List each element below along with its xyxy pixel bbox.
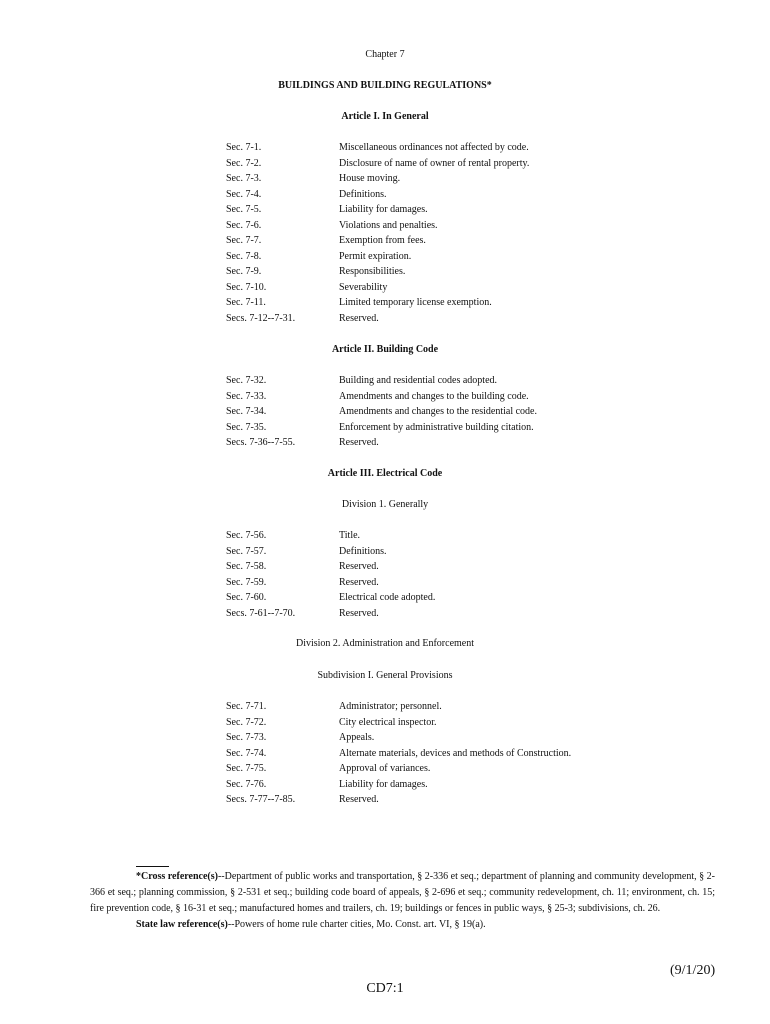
chapter-label: Chapter 7: [365, 49, 405, 60]
section-number: Sec. 7-73.: [226, 732, 267, 743]
toc-row: [226, 295, 529, 311]
division-2-heading: Division 2. Administration and Enforcement: [295, 638, 475, 649]
section-title: Severability: [339, 281, 388, 293]
section-number: Sec. 7-74.: [226, 747, 267, 759]
toc-row: [226, 233, 529, 249]
toc-row: [226, 559, 435, 575]
section-title: Electrical code adopted.: [339, 592, 436, 603]
footnote: [90, 869, 715, 933]
section-title: Amendments and changes to the building code.: [339, 390, 529, 402]
toc-row: [226, 404, 537, 420]
section-title: House moving.: [339, 173, 401, 184]
toc-row: [226, 202, 529, 218]
section-title: Responsibilities.: [339, 266, 406, 277]
toc-row: [226, 249, 529, 265]
section-number: Sec. 7-7.: [226, 235, 262, 246]
page-number: CD7:1: [366, 981, 404, 996]
section-number: Sec. 7-32.: [226, 375, 267, 386]
section-number: Sec. 7-5.: [226, 204, 262, 215]
section-number: Sec. 7-34.: [226, 406, 267, 417]
subdivision-1-heading: Subdivision I. General Provisions: [317, 670, 453, 681]
footnote-divider: [136, 866, 169, 867]
toc-row: [226, 140, 529, 156]
state-law-label: State law reference(s): [136, 919, 228, 930]
cross-reference-label: *Cross reference(s): [136, 871, 218, 882]
toc-row: [226, 715, 571, 731]
section-number: Sec. 7-1.: [226, 142, 262, 153]
section-title: Limited temporary license exemption.: [339, 297, 492, 308]
section-number: Sec. 7-6.: [226, 219, 262, 231]
section-title: Reserved.: [339, 794, 379, 805]
article-2-toc: [226, 373, 537, 451]
section-title: Reserved.: [339, 607, 379, 619]
toc-row: [226, 311, 529, 327]
toc-row: [226, 264, 529, 280]
toc-row: [226, 187, 529, 203]
section-title: Reserved.: [339, 561, 379, 572]
section-number: Sec. 7-2.: [226, 157, 262, 169]
toc-row: [226, 373, 537, 389]
section-number: Sec. 7-10.: [226, 281, 267, 293]
section-number: Sec. 7-56.: [226, 530, 267, 541]
supplement-date: (9/1/20): [670, 963, 716, 978]
section-number: Secs. 7-12--7-31.: [226, 312, 296, 324]
toc-row: [226, 171, 529, 187]
section-number: Sec. 7-60.: [226, 592, 267, 603]
article-1-toc: [226, 140, 529, 326]
section-title: Appeals.: [339, 732, 375, 743]
section-title: Liability for damages.: [339, 204, 428, 215]
state-law-text: --Powers of home rule charter cities, Mo. Const. art. VI, § 19(a).: [227, 919, 486, 930]
section-title: Permit expiration.: [339, 250, 412, 262]
cross-reference-note: [90, 869, 715, 917]
section-number: Sec. 7-59.: [226, 576, 267, 588]
toc-row: [226, 420, 537, 436]
toc-row: [226, 156, 529, 172]
section-title: City electrical inspector.: [339, 716, 437, 728]
section-number: Sec. 7-11.: [226, 297, 266, 308]
toc-row: [226, 544, 435, 560]
section-title: Violations and penalties.: [339, 219, 438, 231]
section-number: Sec. 7-4.: [226, 188, 262, 200]
toc-row: [226, 792, 571, 808]
subdivision-1-toc: [226, 699, 571, 808]
section-title: Exemption from fees.: [339, 235, 426, 246]
division-1-heading: Division 1. Generally: [341, 499, 429, 510]
section-number: Sec. 7-76.: [226, 778, 267, 790]
section-title: Enforcement by administrative building citation.: [339, 421, 534, 433]
section-title: Reserved.: [339, 437, 379, 448]
section-title: Miscellaneous ordinances not affected by code.: [339, 142, 529, 153]
section-number: Sec. 7-71.: [226, 701, 267, 712]
section-title: Disclosure of name of owner of rental property.: [339, 157, 530, 169]
section-number: Secs. 7-61--7-70.: [226, 607, 296, 619]
article-2-heading: Article II. Building Code: [331, 344, 439, 355]
toc-row: [226, 218, 529, 234]
section-title: Liability for damages.: [339, 778, 428, 790]
section-number: Sec. 7-57.: [226, 545, 267, 557]
section-title: Reserved.: [339, 576, 379, 588]
toc-row: [226, 389, 537, 405]
section-title: Title.: [339, 530, 361, 541]
section-number: Sec. 7-33.: [226, 390, 267, 402]
section-title: Definitions.: [339, 188, 387, 200]
section-number: Secs. 7-77--7-85.: [226, 794, 296, 805]
toc-row: [226, 777, 571, 793]
section-number: Sec. 7-9.: [226, 266, 262, 277]
section-title: Building and residential codes adopted.: [339, 375, 498, 386]
section-title: Alternate materials, devices and methods of Construction.: [339, 747, 572, 759]
section-number: Secs. 7-36--7-55.: [226, 437, 296, 448]
division-1-toc: [226, 528, 435, 621]
section-title: Reserved.: [339, 312, 379, 324]
toc-row: [226, 590, 435, 606]
toc-row: [226, 575, 435, 591]
toc-row: [226, 730, 571, 746]
toc-row: [226, 528, 435, 544]
article-3-heading: Article III. Electrical Code: [327, 468, 443, 479]
article-1-heading: Article I. In General: [341, 111, 429, 122]
toc-row: [226, 699, 571, 715]
section-number: Sec. 7-58.: [226, 561, 267, 572]
section-number: Sec. 7-3.: [226, 173, 262, 184]
chapter-title: BUILDINGS AND BUILDING REGULATIONS*: [278, 80, 492, 91]
toc-row: [226, 606, 435, 622]
cross-reference-text: --Department of public works and transportation, § 2-336 et seq.; department of planning and community development, § 2-366 et seq.; planning commission, § 2-531 et seq.; building code board of appeals, § 2-696 et seq.; community redevelopment, ch. 11; environment, ch. 15; fire prevention code, § 16-31 et seq.; manufactured homes and trailers, ch. 19; buildings or fences in public ways, § 25-3; subdivisions, ch. 26.: [90, 871, 715, 914]
section-number: Sec. 7-75.: [226, 763, 267, 774]
toc-row: [226, 280, 529, 296]
state-law-note: [90, 917, 715, 933]
section-title: Definitions.: [339, 545, 387, 557]
toc-row: [226, 435, 537, 451]
section-title: Administrator; personnel.: [339, 701, 442, 712]
section-number: Sec. 7-72.: [226, 716, 267, 728]
toc-row: [226, 761, 571, 777]
toc-row: [226, 746, 571, 762]
section-number: Sec. 7-35.: [226, 421, 267, 433]
section-number: Sec. 7-8.: [226, 250, 262, 262]
section-title: Amendments and changes to the residential code.: [339, 406, 537, 417]
section-title: Approval of variances.: [339, 763, 431, 774]
